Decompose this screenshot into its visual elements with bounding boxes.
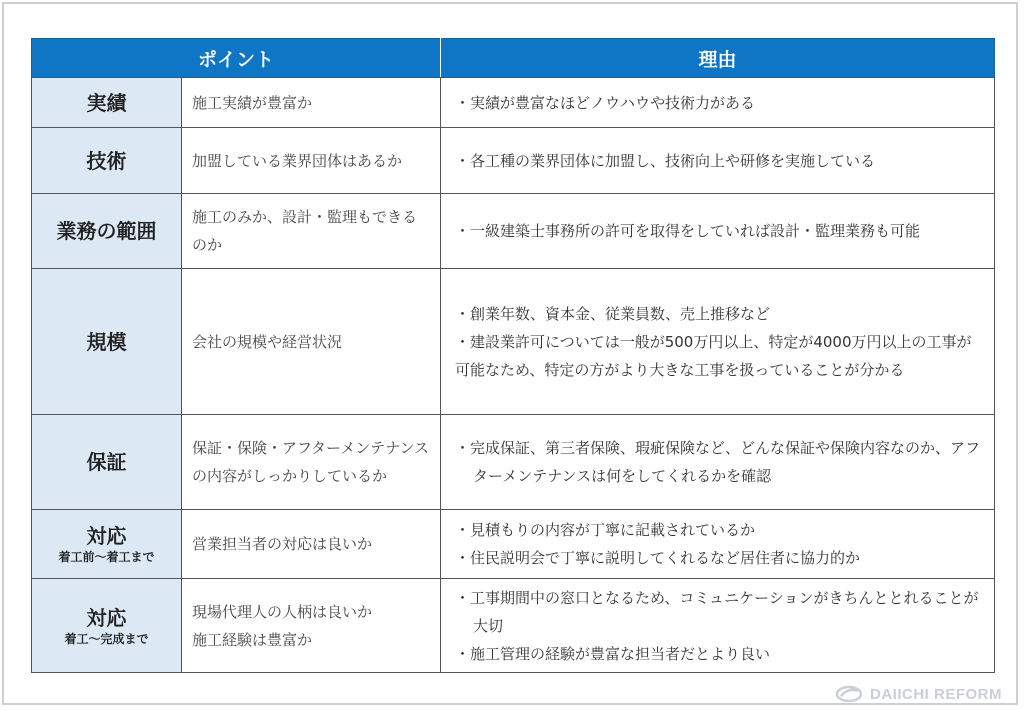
row-reason — [441, 415, 995, 510]
row-point: 会社の規模や経営状況 — [182, 269, 441, 415]
logo-text: DAIICHI REFORM — [870, 685, 1002, 703]
reason-line: ・建設業許可については一般が500万円以上、特定が4000万円以上の工事が可能なため、特定の方がより大きな工事を扱っていることが分かる — [455, 332, 972, 379]
row-reason — [441, 510, 995, 579]
reason-line: ・見積もりの内容が丁寧に記載されているか — [455, 521, 756, 539]
category-label: 業務の範囲 — [56, 219, 157, 243]
row-reason — [441, 194, 995, 269]
row-category — [32, 194, 182, 269]
table-row — [32, 269, 995, 415]
reason-line: ・住民説明会で丁寧に説明してくれるなど居住者に協力的か — [455, 549, 861, 567]
reason-line: ・完成保証、第三者保険、瑕疵保険など、どんな保証や保険内容なのか、アフターメンテナンスは何をしてくれるかを確認 — [455, 439, 981, 485]
row-point: 営業担当者の対応は良いか — [182, 510, 441, 579]
table-row — [32, 415, 995, 510]
daiichi-logo-icon — [836, 685, 862, 703]
row-category — [32, 269, 182, 415]
row-reason — [441, 128, 995, 194]
category-sublabel: 着工～完成まで — [64, 631, 149, 646]
row-reason — [441, 579, 995, 673]
category-label: 対応 — [86, 524, 127, 548]
category-label: 規模 — [86, 329, 127, 354]
row-point: 加盟している業界団体はあるか — [182, 128, 441, 194]
reason-line: ・実績が豊富なほどノウハウや技術力がある — [455, 93, 756, 112]
row-point: 現場代理人の人柄は良いか 施工経験は豊富か — [182, 579, 441, 673]
header-point: ポイント — [32, 39, 441, 78]
table-row — [32, 510, 995, 579]
table-header-row — [32, 39, 995, 78]
category-label: 実績 — [86, 90, 127, 115]
row-category — [32, 415, 182, 510]
table-row — [32, 579, 995, 673]
row-category — [32, 510, 182, 579]
reason-line: ・創業年数、資本金、従業員数、売上推移など — [455, 304, 771, 323]
row-category — [32, 78, 182, 128]
reason-line: ・一級建築士事務所の許可を取得をしていれば設計・監理業務も可能 — [455, 222, 921, 240]
row-point: 施工実績が豊富か — [182, 78, 441, 128]
table-row — [32, 194, 995, 269]
reason-line: ・施工管理の経験が豊富な担当者だとより良い — [455, 644, 771, 663]
category-sublabel: 着工前～着工まで — [58, 550, 155, 564]
category-label: 保証 — [86, 450, 127, 474]
row-category — [32, 128, 182, 194]
reason-line: ・工事期間中の窓口となるため、コミュニケーションがきちんととれることが大切 — [455, 588, 979, 635]
table-row — [32, 128, 995, 194]
row-point: 施工のみか、設計・監理もできるのか — [182, 194, 441, 269]
comparison-table — [31, 38, 995, 673]
table-row — [32, 78, 995, 128]
category-label: 技術 — [86, 148, 127, 173]
header-reason: 理由 — [441, 39, 995, 78]
row-point: 保証・保険・アフターメンテナンスの内容がしっかりしているか — [182, 415, 441, 510]
brand-logo — [836, 685, 1002, 703]
reason-line: ・各工種の業界団体に加盟し、技術向上や研修を実施している — [455, 151, 876, 170]
category-label: 対応 — [86, 605, 127, 630]
row-category — [32, 579, 182, 673]
row-reason — [441, 269, 995, 415]
row-reason — [441, 78, 995, 128]
